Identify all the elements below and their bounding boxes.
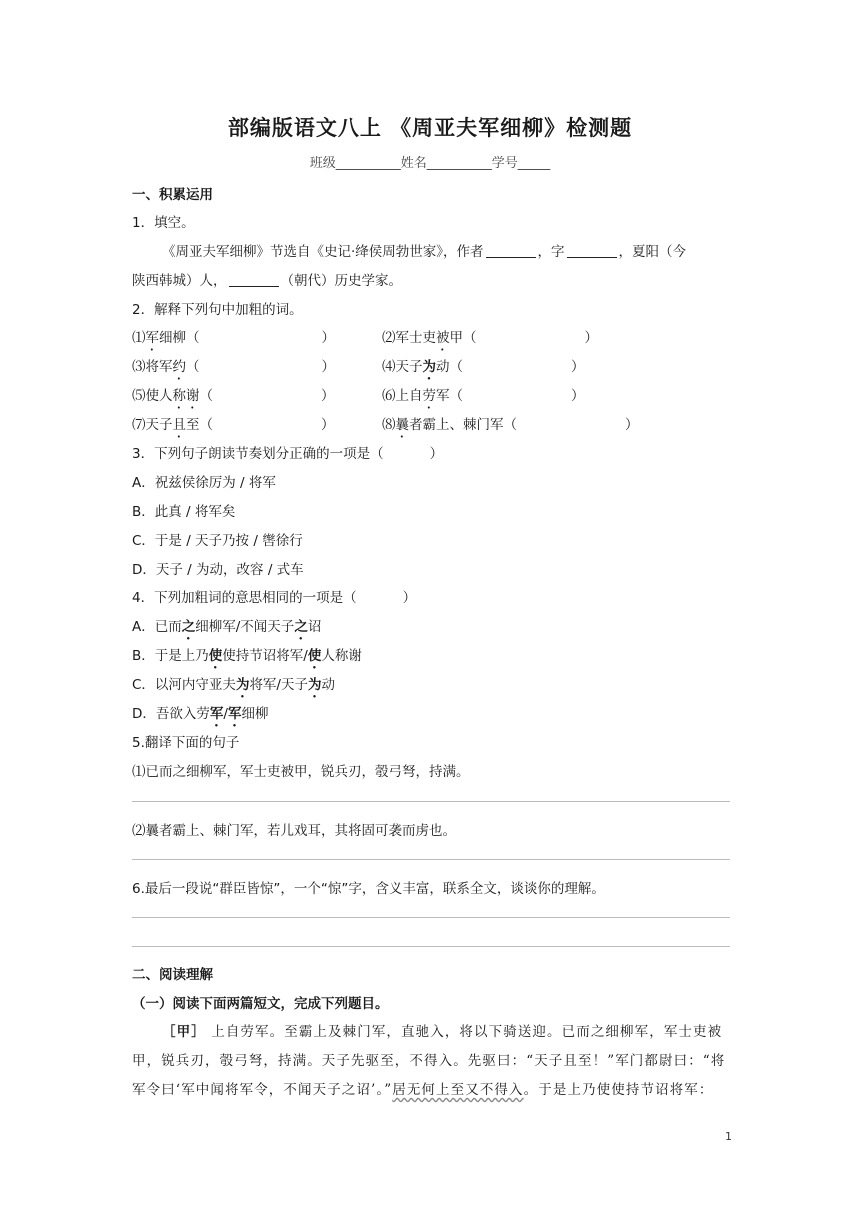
q2-item-5: ⑸使人称谢（ ）: [132, 388, 335, 404]
page-number: 1: [725, 1130, 732, 1143]
section-heading-2: 二、阅读理解: [132, 967, 213, 983]
question-3: 3．下列句子朗读节奏划分正确的一项是（ ）: [132, 446, 444, 462]
q2-item-1: ⑴军细柳（ ）: [132, 330, 335, 346]
q3-option-a[interactable]: A．祝兹侯徐厉为 / 将军: [132, 475, 276, 491]
question-4: 4．下列加粗词的意思相同的一项是（ ）: [132, 590, 417, 606]
question-1-text-line2: 陕西韩城）人， （朝代）历史学家。: [132, 273, 402, 289]
q3-option-b[interactable]: B．此真 / 将军矣: [132, 504, 236, 520]
q2-item-3: ⑶将军约（ ）: [132, 359, 335, 375]
passage-line-1: ［甲］ 上自劳军。至霸上及棘门军，直驰入，将以下骑送迎。已而之细柳军，军士吏被: [162, 1024, 723, 1040]
q3-option-d[interactable]: D．天子 / 为动，改容 / 式车: [132, 562, 304, 578]
q4-option-d[interactable]: D．吾欲入劳军/军细柳: [132, 706, 269, 722]
q4-option-b[interactable]: B．于是上乃使使持节诏将军/使人称谢: [132, 648, 362, 664]
answer-line-q6-1[interactable]: [132, 917, 730, 918]
q2-item-6: ⑹上自劳军（ ）: [382, 388, 585, 404]
blank-author[interactable]: [486, 243, 536, 258]
answer-line-q5-2[interactable]: [132, 859, 730, 860]
question-1: 1．填空。: [132, 215, 195, 231]
question-6: 6.最后一段说“群臣皆惊”，一个“惊”字，含义丰富，联系全文，谈谈你的理解。: [132, 881, 605, 897]
question-5: 5.翻译下面的句子: [132, 735, 240, 751]
blank-courtesy-name[interactable]: [567, 243, 617, 258]
question-2: 2．解释下列句中加粗的词。: [132, 302, 303, 318]
q5-sentence-1: ⑴已而之细柳军，军士吏被甲，锐兵刃，彀弓弩，持满。: [132, 764, 470, 780]
section-heading-1: 一、积累运用: [132, 187, 213, 203]
reading-instruction: （一）阅读下面两篇短文，完成下列题目。: [132, 996, 389, 1012]
q4-option-a[interactable]: A．已而之细柳军/不闻天子之诏: [132, 619, 322, 635]
q4-option-c[interactable]: C．以河内守亚夫为将军/天子为动: [132, 677, 335, 693]
q5-sentence-2: ⑵曩者霸上、棘门军，若儿戏耳，其将固可袭而虏也。: [132, 823, 456, 839]
q2-item-2: ⑵军士吏被甲（ ）: [382, 330, 598, 346]
answer-line-q5-1[interactable]: [132, 801, 730, 802]
q2-item-4: ⑷天子为动（ ）: [382, 359, 585, 375]
passage-label: ［甲］: [162, 1024, 206, 1040]
passage-line-3: 军令曰‘军中闻将军令，不闻天子之诏’。”居无何上至又不得入。于是上乃使使持节诏将军：: [132, 1082, 714, 1098]
q3-option-c[interactable]: C．于是 / 天子乃按 / 辔徐行: [132, 533, 303, 549]
blank-dynasty[interactable]: [229, 272, 279, 287]
passage-line-2: 甲，锐兵刃，彀弓弩，持满。天子先驱至，不得入。先驱曰：“天子且至！”军门都尉曰：“将: [132, 1053, 726, 1069]
wavy-underlined-text: 居无何上至又不得入: [392, 1082, 524, 1098]
question-1-text-line1: 《周亚夫军细柳》节选自《史记·绛侯周勃世家》，作者 ，字 ，夏阳（今: [162, 244, 687, 260]
page-title: 部编版语文八上 《周亚夫军细柳》检测题: [227, 116, 633, 140]
student-info-line: 班级__________姓名__________学号_____: [309, 156, 551, 171]
q2-item-7: ⑺天子且至（ ）: [132, 417, 335, 433]
answer-line-q6-2[interactable]: [132, 946, 730, 947]
q2-item-8: ⑻曩者霸上、棘门军（ ）: [382, 417, 639, 433]
